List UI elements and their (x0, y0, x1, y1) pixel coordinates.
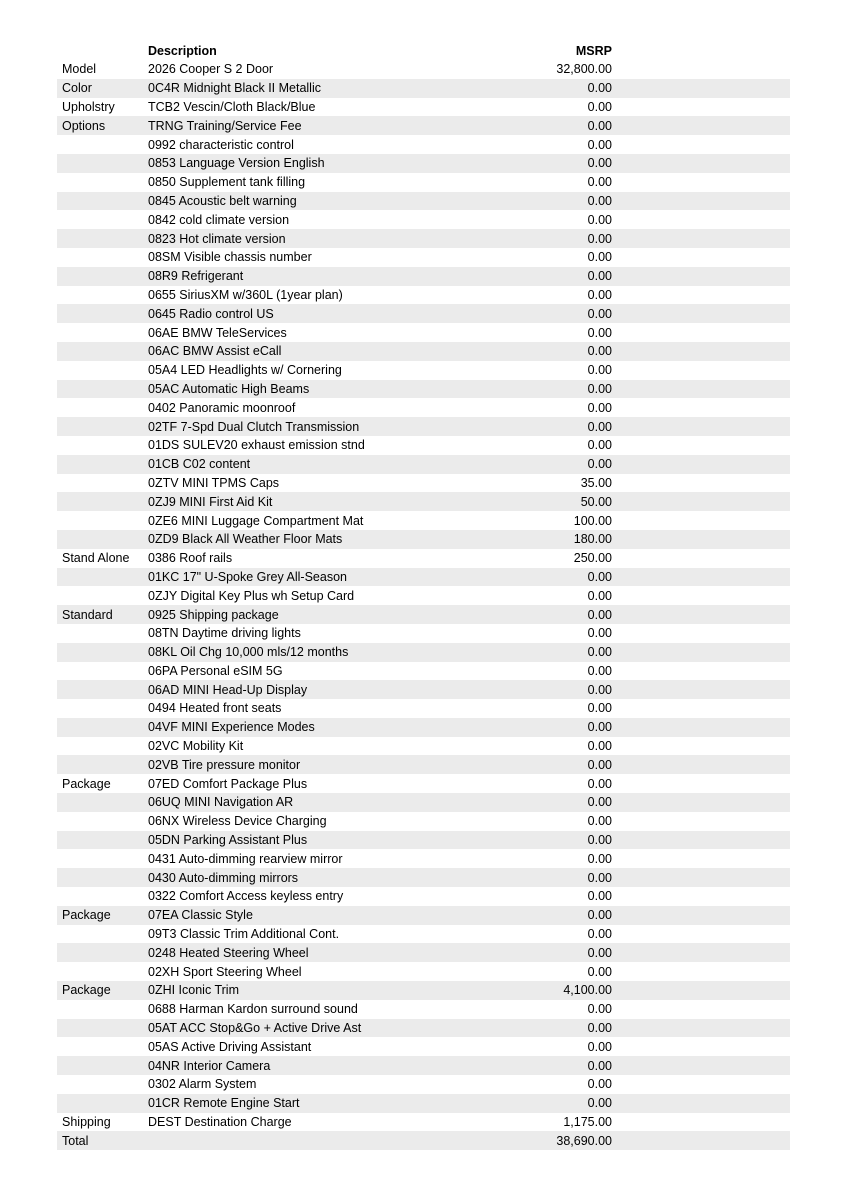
msrp-cell: 0.00 (587, 137, 612, 152)
description-cell: 0655 SiriusXM w/360L (1year plan) (148, 287, 343, 302)
description-header: Description (148, 43, 217, 58)
msrp-cell: 0.00 (587, 945, 612, 960)
table-row (57, 1019, 790, 1038)
msrp-cell: 180.00 (573, 532, 612, 547)
table-row (57, 755, 790, 774)
description-cell: 0322 Comfort Access keyless entry (148, 889, 344, 904)
description-cell: 0688 Harman Kardon surround sound (148, 1002, 358, 1017)
msrp-cell: 0.00 (587, 306, 612, 321)
description-cell: 0C4R Midnight Black II Metallic (148, 81, 321, 96)
description-cell: 05A4 LED Headlights w/ Cornering (148, 363, 342, 378)
msrp-cell: 0.00 (587, 419, 612, 434)
msrp-cell: 0.00 (587, 193, 612, 208)
msrp-cell: 0.00 (587, 569, 612, 584)
msrp-cell: 0.00 (587, 1039, 612, 1054)
table-row (57, 849, 790, 868)
description-cell: DEST Destination Charge (148, 1115, 292, 1130)
description-cell: 0842 cold climate version (148, 212, 290, 227)
description-cell: TCB2 Vescin/Cloth Black/Blue (148, 99, 316, 114)
msrp-cell: 0.00 (587, 964, 612, 979)
table-row (57, 699, 790, 718)
description-cell: 0645 Radio control US (148, 306, 274, 321)
msrp-cell: 0.00 (587, 607, 612, 622)
msrp-cell: 0.00 (587, 645, 612, 660)
msrp-cell: 0.00 (587, 720, 612, 735)
category-cell: Shipping (62, 1115, 111, 1130)
msrp-cell: 0.00 (587, 1002, 612, 1017)
table-row (57, 229, 790, 248)
msrp-cell: 0.00 (587, 212, 612, 227)
msrp-cell: 38,690.00 (556, 1133, 612, 1148)
msrp-cell: 0.00 (587, 927, 612, 942)
msrp-cell: 0.00 (587, 833, 612, 848)
table-row (57, 286, 790, 305)
table-row (57, 1113, 790, 1132)
description-cell: 0386 Roof rails (148, 551, 233, 566)
msrp-cell: 0.00 (587, 344, 612, 359)
table-row (57, 173, 790, 192)
table-row (57, 831, 790, 850)
pricing-table (57, 41, 790, 1150)
table-row (57, 530, 790, 549)
description-cell: 05AS Active Driving Assistant (148, 1039, 312, 1054)
table-row (57, 774, 790, 793)
msrp-cell: 0.00 (587, 1021, 612, 1036)
description-cell: 01CB C02 content (148, 457, 251, 472)
msrp-cell: 0.00 (587, 381, 612, 396)
description-cell: 0853 Language Version English (148, 156, 325, 171)
msrp-cell: 0.00 (587, 457, 612, 472)
table-row (57, 586, 790, 605)
description-cell: 09T3 Classic Trim Additional Cont. (148, 927, 340, 942)
description-cell: 06NX Wireless Device Charging (148, 814, 327, 829)
msrp-cell: 0.00 (587, 231, 612, 246)
description-cell: 02VC Mobility Kit (148, 739, 244, 754)
description-cell: 01CR Remote Engine Start (148, 1096, 300, 1111)
msrp-cell: 0.00 (587, 400, 612, 415)
msrp-cell: 35.00 (580, 475, 612, 490)
table-row (57, 455, 790, 474)
table-row (57, 943, 790, 962)
table-row (57, 1000, 790, 1019)
table-row (57, 1094, 790, 1113)
table-row (57, 906, 790, 925)
msrp-cell: 250.00 (573, 551, 612, 566)
description-cell: TRNG Training/Service Fee (148, 118, 302, 133)
category-cell: Package (62, 983, 111, 998)
table-row (57, 812, 790, 831)
table-row (57, 79, 790, 98)
msrp-cell: 0.00 (587, 99, 612, 114)
table-row (57, 925, 790, 944)
table-row (57, 154, 790, 173)
msrp-cell: 0.00 (587, 438, 612, 453)
msrp-cell: 0.00 (587, 889, 612, 904)
table-row (57, 135, 790, 154)
description-cell: 0402 Panoramic moonroof (148, 400, 296, 415)
table-row (57, 116, 790, 135)
description-cell: 08R9 Refrigerant (148, 269, 244, 284)
msrp-cell: 0.00 (587, 118, 612, 133)
table-row (57, 248, 790, 267)
description-cell: 0ZE6 MINI Luggage Compartment Mat (148, 513, 364, 528)
msrp-cell: 50.00 (580, 494, 612, 509)
msrp-cell: 0.00 (587, 1096, 612, 1111)
description-cell: 07ED Comfort Package Plus (148, 776, 308, 791)
table-row (57, 192, 790, 211)
description-cell: 08TN Daytime driving lights (148, 626, 301, 641)
msrp-cell: 0.00 (587, 682, 612, 697)
table-row (57, 1037, 790, 1056)
table-row (57, 605, 790, 624)
description-cell: 0ZHI Iconic Trim (148, 983, 239, 998)
table-body (57, 60, 790, 1150)
table-row (57, 718, 790, 737)
msrp-cell: 0.00 (587, 626, 612, 641)
table-row (57, 492, 790, 511)
description-cell: 0ZD9 Black All Weather Floor Mats (148, 532, 343, 547)
msrp-cell: 0.00 (587, 287, 612, 302)
description-cell: 0494 Heated front seats (148, 701, 282, 716)
description-cell: 02XH Sport Steering Wheel (148, 964, 302, 979)
table-row (57, 1056, 790, 1075)
msrp-cell: 0.00 (587, 156, 612, 171)
msrp-cell: 0.00 (587, 701, 612, 716)
table-row (57, 868, 790, 887)
description-cell: 06UQ MINI Navigation AR (148, 795, 294, 810)
category-cell: Package (62, 776, 111, 791)
table-row (57, 417, 790, 436)
description-cell: 0850 Supplement tank filling (148, 175, 306, 190)
description-cell: 0248 Heated Steering Wheel (148, 945, 309, 960)
description-cell: 08KL Oil Chg 10,000 mls/12 months (148, 645, 349, 660)
description-cell: 07EA Classic Style (148, 908, 253, 923)
msrp-cell: 0.00 (587, 250, 612, 265)
category-cell: Color (62, 81, 92, 96)
table-row (57, 662, 790, 681)
description-cell: 0845 Acoustic belt warning (148, 193, 297, 208)
table-row (57, 210, 790, 229)
table-row (57, 962, 790, 981)
msrp-cell: 0.00 (587, 1058, 612, 1073)
description-cell: 0302 Alarm System (148, 1077, 257, 1092)
msrp-cell: 0.00 (587, 663, 612, 678)
category-cell: Stand Alone (62, 551, 130, 566)
table-row (57, 267, 790, 286)
description-cell: 0823 Hot climate version (148, 231, 286, 246)
table-row (57, 304, 790, 323)
category-cell: Options (62, 118, 106, 133)
table-row (57, 60, 790, 79)
table-row (57, 737, 790, 756)
category-cell: Package (62, 908, 111, 923)
table-row (57, 887, 790, 906)
description-cell: 0430 Auto-dimming mirrors (148, 870, 299, 885)
description-cell: 01DS SULEV20 exhaust emission stnd (148, 438, 365, 453)
table-row (57, 436, 790, 455)
table-row (57, 474, 790, 493)
table-header-row (57, 41, 790, 60)
table-row (57, 624, 790, 643)
category-cell: Standard (62, 607, 113, 622)
msrp-cell: 0.00 (587, 588, 612, 603)
msrp-cell: 0.00 (587, 269, 612, 284)
msrp-cell: 0.00 (587, 757, 612, 772)
table-row (57, 323, 790, 342)
table-row (57, 361, 790, 380)
msrp-cell: 0.00 (587, 175, 612, 190)
category-cell: Model (62, 62, 97, 77)
description-cell: 06PA Personal eSIM 5G (148, 663, 283, 678)
msrp-cell: 0.00 (587, 363, 612, 378)
description-cell: 06AD MINI Head-Up Display (148, 682, 308, 697)
description-cell: 05DN Parking Assistant Plus (148, 833, 308, 848)
msrp-cell: 0.00 (587, 814, 612, 829)
description-cell: 0ZTV MINI TPMS Caps (148, 475, 280, 490)
description-cell: 02VB Tire pressure monitor (148, 757, 301, 772)
description-cell: 01KC 17" U-Spoke Grey All-Season (148, 569, 347, 584)
table-row (57, 398, 790, 417)
description-cell: 05AC Automatic High Beams (148, 381, 310, 396)
description-cell: 0925 Shipping package (148, 607, 279, 622)
msrp-cell: 1,175.00 (563, 1115, 612, 1130)
msrp-cell: 0.00 (587, 870, 612, 885)
category-cell: Total (62, 1133, 89, 1148)
msrp-header: MSRP (575, 43, 612, 58)
description-cell: 06AE BMW TeleServices (148, 325, 287, 340)
msrp-cell: 0.00 (587, 795, 612, 810)
description-cell: 02TF 7-Spd Dual Clutch Transmission (148, 419, 360, 434)
table-row (57, 1131, 790, 1150)
table-row (57, 511, 790, 530)
table-row (57, 680, 790, 699)
table-row (57, 380, 790, 399)
category-cell: Upholstry (62, 99, 115, 114)
description-cell: 04NR Interior Camera (148, 1058, 271, 1073)
table-row (57, 549, 790, 568)
table-row (57, 568, 790, 587)
msrp-cell: 0.00 (587, 776, 612, 791)
description-cell: 06AC BMW Assist eCall (148, 344, 282, 359)
description-cell: 0ZJY Digital Key Plus wh Setup Card (148, 588, 355, 603)
description-cell: 05AT ACC Stop&Go + Active Drive Ast (148, 1021, 362, 1036)
table-row (57, 98, 790, 117)
table-row (57, 342, 790, 361)
msrp-cell: 0.00 (587, 81, 612, 96)
table-row (57, 1075, 790, 1094)
msrp-cell: 0.00 (587, 1077, 612, 1092)
description-cell: 0431 Auto-dimming rearview mirror (148, 851, 343, 866)
description-cell: 0992 characteristic control (148, 137, 294, 152)
table-row (57, 981, 790, 1000)
msrp-cell: 100.00 (573, 513, 612, 528)
description-cell: 08SM Visible chassis number (148, 250, 312, 265)
table-row (57, 643, 790, 662)
msrp-cell: 0.00 (587, 325, 612, 340)
description-cell: 04VF MINI Experience Modes (148, 720, 315, 735)
description-cell: 2026 Cooper S 2 Door (148, 62, 274, 77)
msrp-cell: 32,800.00 (556, 62, 612, 77)
msrp-cell: 0.00 (587, 908, 612, 923)
description-cell: 0ZJ9 MINI First Aid Kit (148, 494, 273, 509)
table-row (57, 793, 790, 812)
msrp-cell: 0.00 (587, 739, 612, 754)
msrp-cell: 0.00 (587, 851, 612, 866)
msrp-cell: 4,100.00 (563, 983, 612, 998)
